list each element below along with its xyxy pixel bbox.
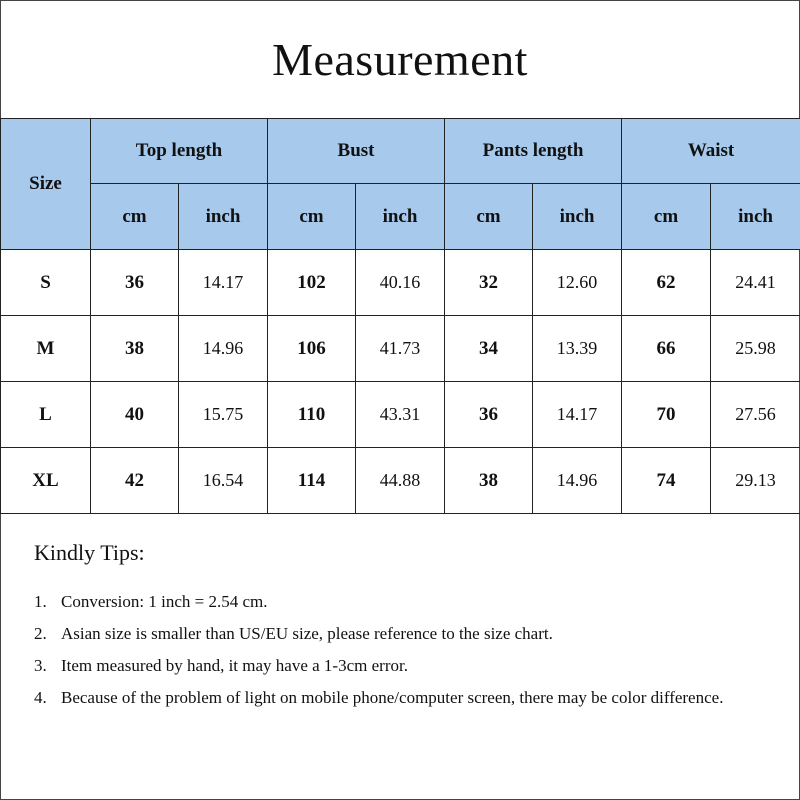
group-header-bust: Bust <box>268 119 445 184</box>
tips-list <box>34 586 774 714</box>
size-header: Size <box>1 119 91 250</box>
group-header-waist: Waist <box>622 119 800 184</box>
tip-text: Item measured by hand, it may have a 1-3cm error. <box>61 656 408 675</box>
waist-inch-cell: 27.56 <box>711 382 800 448</box>
tip-number: 2. <box>34 624 47 643</box>
group-header-pants-length: Pants length <box>445 119 622 184</box>
pants-length-cm-cell: 34 <box>445 316 533 382</box>
page-title: Measurement <box>272 33 528 85</box>
bust-inch-cell: 44.88 <box>356 448 445 514</box>
bust-inch-cell: 40.16 <box>356 250 445 316</box>
tip-number: 4. <box>34 688 47 707</box>
pants-length-inch-cell: 13.39 <box>533 316 622 382</box>
bust-inch-cell: 43.31 <box>356 382 445 448</box>
top-length-cm-cell: 42 <box>91 448 179 514</box>
top-length-cm-cell: 36 <box>91 250 179 316</box>
bust-cm-cell: 102 <box>268 250 356 316</box>
waist-cm-cell: 62 <box>622 250 711 316</box>
unit-header-inch: inch <box>179 184 268 250</box>
top-length-cm-cell: 40 <box>91 382 179 448</box>
size-cell: M <box>1 316 91 382</box>
size-chart-table <box>0 118 800 514</box>
unit-header-cm: cm <box>445 184 533 250</box>
table-row <box>1 250 800 316</box>
header-row-groups <box>1 119 800 184</box>
pants-length-cm-cell: 38 <box>445 448 533 514</box>
waist-cm-cell: 70 <box>622 382 711 448</box>
tip-text: Asian size is smaller than US/EU size, please reference to the size chart. <box>61 624 553 643</box>
unit-header-inch: inch <box>533 184 622 250</box>
unit-header-cm: cm <box>268 184 356 250</box>
table-row <box>1 382 800 448</box>
list-item <box>34 682 774 714</box>
group-header-top-length: Top length <box>91 119 268 184</box>
waist-inch-cell: 29.13 <box>711 448 800 514</box>
unit-header-inch: inch <box>711 184 800 250</box>
size-cell: XL <box>1 448 91 514</box>
size-cell: L <box>1 382 91 448</box>
tip-text: Because of the problem of light on mobile phone/computer screen, there may be color difference. <box>61 688 724 707</box>
size-cell: S <box>1 250 91 316</box>
unit-header-cm: cm <box>91 184 179 250</box>
table-row <box>1 316 800 382</box>
tips-title: Kindly Tips: <box>34 540 145 565</box>
bust-cm-cell: 114 <box>268 448 356 514</box>
top-length-inch-cell: 14.17 <box>179 250 268 316</box>
list-item <box>34 650 774 682</box>
unit-header-inch: inch <box>356 184 445 250</box>
top-length-cm-cell: 38 <box>91 316 179 382</box>
pants-length-inch-cell: 14.96 <box>533 448 622 514</box>
tip-text: Conversion: 1 inch = 2.54 cm. <box>61 592 268 611</box>
waist-cm-cell: 74 <box>622 448 711 514</box>
pants-length-inch-cell: 14.17 <box>533 382 622 448</box>
header-row-units <box>1 184 800 250</box>
waist-inch-cell: 24.41 <box>711 250 800 316</box>
top-length-inch-cell: 14.96 <box>179 316 268 382</box>
list-item <box>34 618 774 650</box>
pants-length-inch-cell: 12.60 <box>533 250 622 316</box>
pants-length-cm-cell: 32 <box>445 250 533 316</box>
table-row <box>1 448 800 514</box>
bust-inch-cell: 41.73 <box>356 316 445 382</box>
pants-length-cm-cell: 36 <box>445 382 533 448</box>
tip-number: 3. <box>34 656 47 675</box>
waist-inch-cell: 25.98 <box>711 316 800 382</box>
bust-cm-cell: 106 <box>268 316 356 382</box>
unit-header-cm: cm <box>622 184 711 250</box>
top-length-inch-cell: 16.54 <box>179 448 268 514</box>
waist-cm-cell: 66 <box>622 316 711 382</box>
top-length-inch-cell: 15.75 <box>179 382 268 448</box>
tips-section <box>34 540 774 714</box>
list-item <box>34 586 774 618</box>
bust-cm-cell: 110 <box>268 382 356 448</box>
tip-number: 1. <box>34 592 47 611</box>
